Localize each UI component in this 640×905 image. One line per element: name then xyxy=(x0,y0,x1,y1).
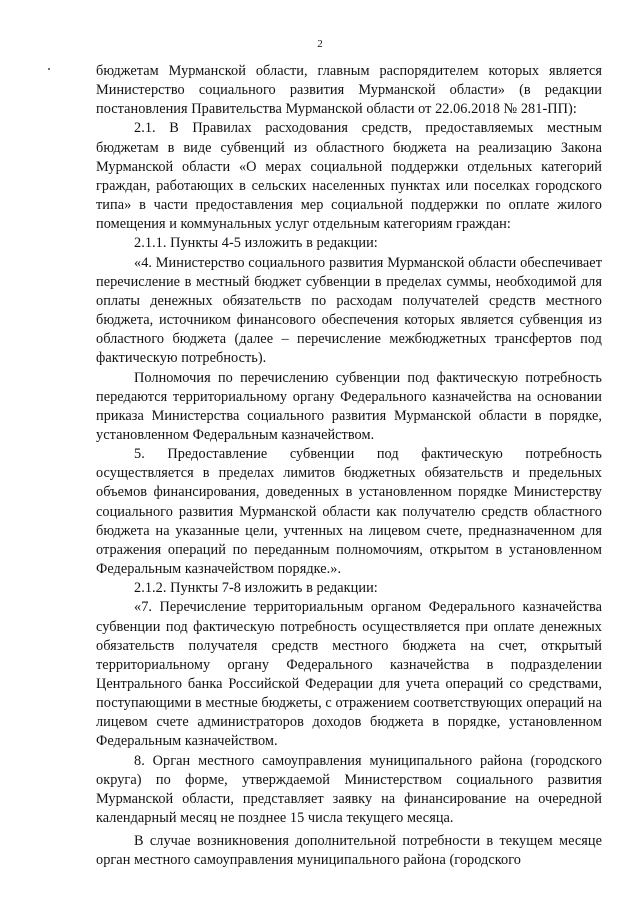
paragraph-item-7: «7. Перечисление территориальным органом Федерального казначейства субвенции под фактическую потребность осуществляется при оплате денежных обязательств получателя средств местного бюджета на счет, открытый территориальному органу Федерального казначейства в подразделении Центрального банка Российской Федерации для учета операций со средствами, поступающими в местные бюджеты, с отражением соответствующих операций на лицевом счете администраторов доходов бюджета в порядке, установленном Федеральным казначейством. xyxy=(96,599,602,750)
paragraph-2-1: 2.1. В Правилах расходования средств, предоставляемых местным бюджетам в виде субвенций из областного бюджета на реализацию Закона Мурманской области «О мерах социальной поддержки отдельных категорий граждан, работающих в сельских населенных пунктах или поселках городского типа» в части предоставления мер социальной поддержки по оплате жилого помещения и коммунальных услуг отдельным категориям граждан: xyxy=(96,120,602,233)
paragraph-powers: Полномочия по перечислению субвенции под фактическую потребность передаются территориальному органу Федерального казначейства на основании приказа Министерства социального развития Мурманской области в порядке, установленном Федеральным казначейством. xyxy=(96,369,602,443)
paragraph-additional-need: В случае возникновения дополнительной потребности в текущем месяце орган местного самоуправления муниципального района (городского xyxy=(96,833,602,869)
paragraph-item-4: «4. Министерство социального развития Мурманской области обеспечивает перечисление в местный бюджет субвенции в пределах суммы, необходимой для оплаты денежных обязательств по расходам получателей средств местного бюджета, источником финансового обеспечения которых является субвенция из областного бюджета (далее – перечисление межбюджетных трансфертов под фактическую потребность). xyxy=(96,254,602,367)
paragraph-2-1-2: 2.1.2. Пункты 7-8 изложить в редакции: xyxy=(134,580,378,597)
page-number: 2 xyxy=(317,38,323,50)
document-body xyxy=(96,62,602,871)
paragraph-2-1-1: 2.1.1. Пункты 4-5 изложить в редакции: xyxy=(134,235,378,252)
paragraph-item-8: 8. Орган местного самоуправления муниципального района (городского округа) по форме, утверждаемой Министерством социального развития Мурманской области, представляет заявку на финансирование на очередной календарный месяц не позднее 15 числа текущего месяца. xyxy=(96,752,602,827)
scan-speck xyxy=(48,68,50,70)
paragraph-continuation: бюджетам Мурманской области, главным распорядителем которых является Министерство социального развития Мурманской области» (в редакции постановления Правительства Мурманской области от 22.06.2018 № 281-ПП): xyxy=(96,63,602,118)
paragraph-item-5: 5. Предоставление субвенции под фактическую потребность осуществляется в пределах лимитов бюджетных обязательств и предельных объемов финансирования, доведенных в установленном порядке Министерству социального развития Мурманской области как получателю средств областного бюджета на указанные цели, учтенных на лицевом счете, предназначенном для отражения операций по переданным полномочиям, открытом в установленном Федеральным казначейством порядке.». xyxy=(96,446,602,578)
